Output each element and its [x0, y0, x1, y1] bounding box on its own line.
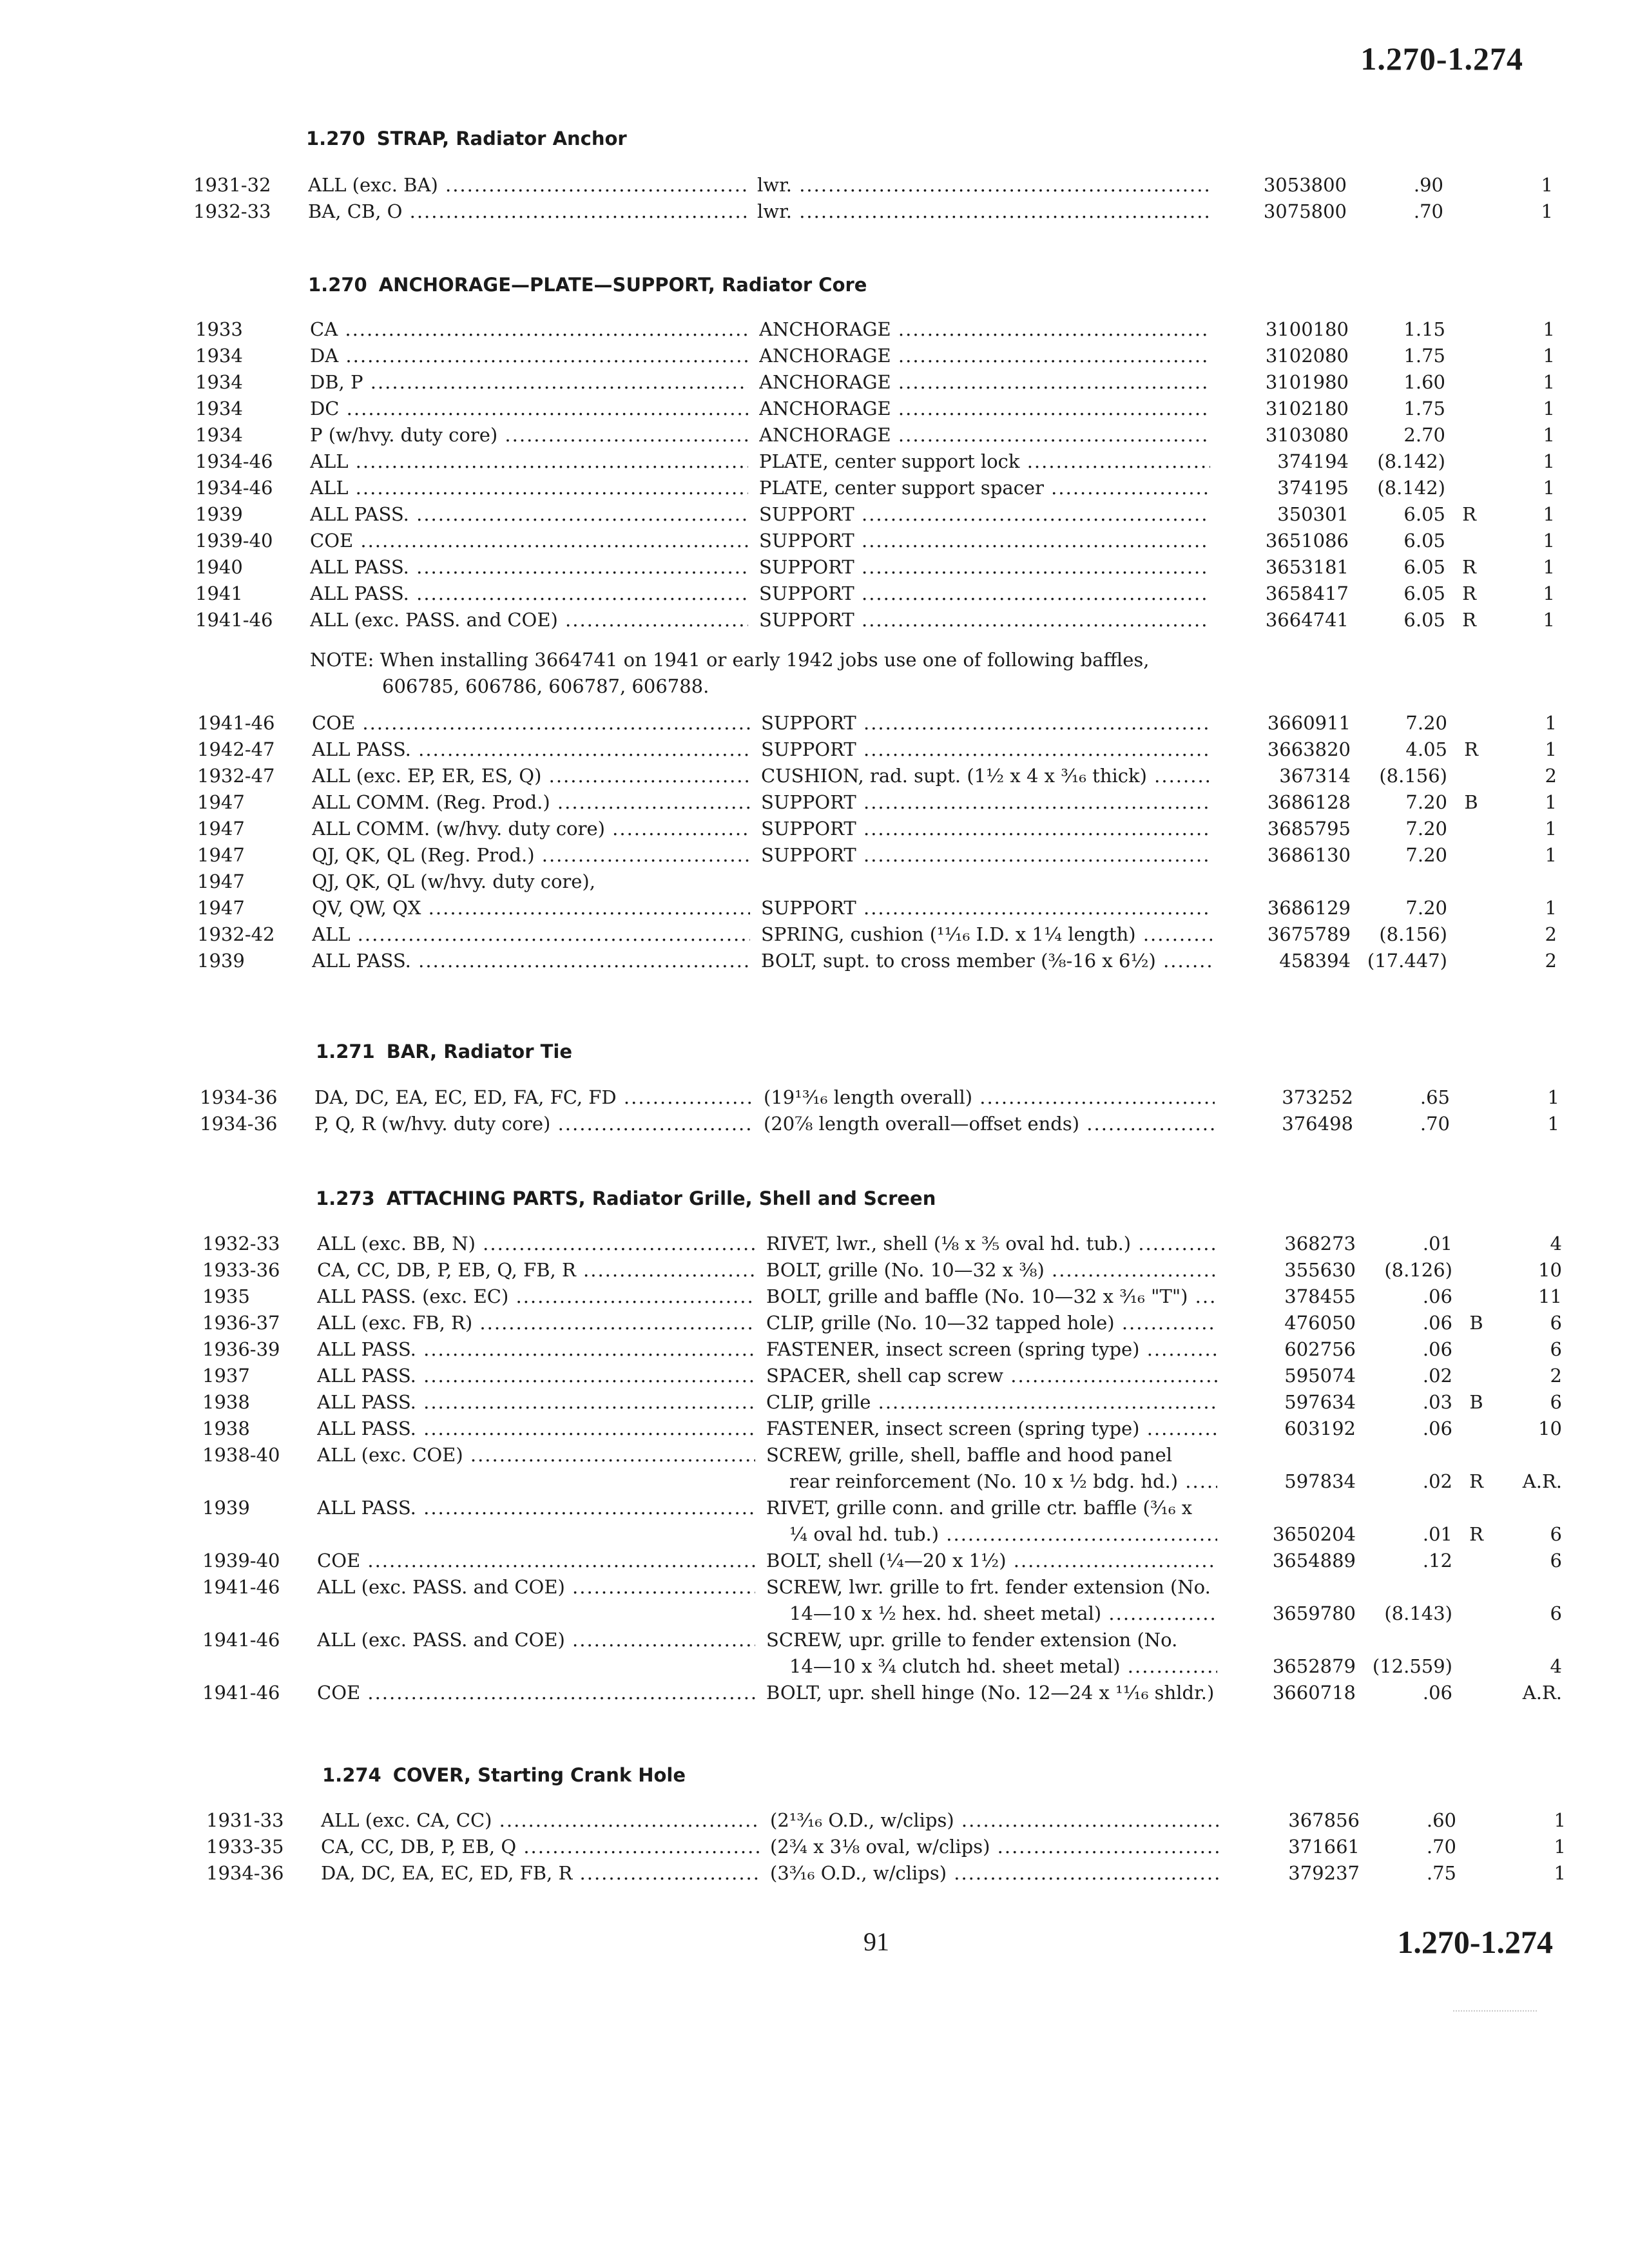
part-number-cell: 3075800	[1263, 200, 1347, 222]
section-title	[316, 1187, 936, 1209]
part-number-cell: 3650204	[1272, 1523, 1356, 1545]
section-heading: COVER, Starting Crank Hole	[392, 1764, 686, 1786]
year-cell: 1933-35	[206, 1836, 284, 1858]
price-cell: 7.20	[1405, 844, 1447, 866]
model-cell: P, Q, R (w/hvy. duty core) .....	[314, 1113, 753, 1135]
section-number: 1.270	[308, 274, 367, 296]
year-cell: 1938	[202, 1391, 250, 1413]
part-number-cell: 374194	[1277, 450, 1349, 472]
part-number-cell: 373252	[1282, 1086, 1353, 1108]
year-cell: 1939	[197, 950, 245, 972]
model-cell: P (w/hvy. duty core) .....	[310, 424, 748, 446]
year-cell: 1934	[195, 398, 243, 419]
model-cell: ALL .....	[310, 450, 748, 472]
year-cell: 1934-46	[195, 477, 273, 499]
part-number-cell: 597634	[1284, 1391, 1356, 1413]
year-cell: 1932-47	[197, 765, 275, 787]
model-cell: DA, DC, EA, EC, ED, FA, FC, FD .....	[314, 1086, 753, 1108]
description-continuation-cell: 14—10 x ¾ clutch hd. sheet metal) .....	[789, 1655, 1217, 1677]
year-cell: 1932-33	[202, 1233, 280, 1254]
part-number-cell: 3659780	[1272, 1602, 1356, 1624]
description-cell: SUPPORT .....	[761, 844, 1212, 866]
part-number-cell: 3101980	[1265, 371, 1349, 393]
model-cell: QJ, QK, QL (w/hvy. duty core),	[312, 870, 595, 892]
quantity-cell: 6	[1550, 1391, 1562, 1413]
section-heading: STRAP, Radiator Anchor	[376, 128, 627, 149]
section-number: 1.274	[322, 1764, 381, 1786]
price-cell: .02	[1422, 1365, 1452, 1387]
model-cell: CA, CC, DB, P, EB, Q, FB, R .....	[317, 1259, 755, 1281]
year-cell: 1933-36	[202, 1259, 280, 1281]
model-cell: ALL PASS. .....	[317, 1497, 755, 1519]
price-cell: 7.20	[1405, 791, 1447, 813]
year-cell: 1939	[202, 1497, 250, 1519]
part-number-cell: 355630	[1284, 1259, 1356, 1281]
price-cell: (17.447)	[1367, 950, 1447, 972]
price-cell: 7.20	[1405, 818, 1447, 840]
year-cell: 1934-46	[195, 450, 273, 472]
price-cell: 1.15	[1403, 318, 1445, 340]
description-cell: BOLT, shell (¼—20 x 1½) .....	[766, 1550, 1217, 1571]
model-cell: ALL PASS. .....	[312, 950, 750, 972]
page-footer-ref: 1.270-1.274	[1397, 1924, 1553, 1960]
part-number-cell: 368273	[1284, 1233, 1356, 1254]
price-cell: .02	[1422, 1470, 1452, 1492]
description-cell: FASTENER, insect screen (spring type) .....	[766, 1418, 1217, 1439]
year-cell: 1941-46	[197, 712, 275, 734]
quantity-cell: 1	[1545, 791, 1557, 813]
price-cell: 6.05	[1403, 609, 1445, 631]
description-continuation-cell: ¼ oval hd. tub.) .....	[789, 1523, 1217, 1545]
description-cell: (3³⁄₁₆ O.D., w/clips) .....	[770, 1862, 1221, 1884]
description-cell: (2¹³⁄₁₆ O.D., w/clips) .....	[770, 1809, 1221, 1831]
model-cell: DB, P .....	[310, 371, 748, 393]
year-cell: 1934	[195, 345, 243, 367]
model-cell: ALL PASS. (exc. EC) .....	[317, 1285, 755, 1307]
price-cell: .65	[1420, 1086, 1450, 1108]
model-cell: ALL (exc. CA, CC) .....	[321, 1809, 759, 1831]
year-cell: 1934-36	[200, 1113, 278, 1135]
part-number-cell: 3686130	[1267, 844, 1351, 866]
part-number-cell: 602756	[1284, 1338, 1356, 1360]
price-cell: .12	[1422, 1550, 1452, 1571]
year-cell: 1947	[197, 870, 245, 892]
description-cell: ANCHORAGE .....	[759, 345, 1210, 367]
quantity-cell: 6	[1550, 1523, 1562, 1545]
price-cell: 7.20	[1405, 712, 1447, 734]
price-cell: .06	[1422, 1682, 1452, 1704]
price-cell: (8.156)	[1379, 765, 1447, 787]
quantity-cell: 2	[1545, 923, 1557, 945]
model-cell: ALL PASS. .....	[310, 556, 748, 578]
flag-cell: B	[1469, 1391, 1483, 1413]
price-cell: .01	[1422, 1523, 1452, 1545]
price-cell: 6.05	[1403, 530, 1445, 552]
quantity-cell: 1	[1547, 1086, 1559, 1108]
quantity-cell: 1	[1543, 530, 1555, 552]
year-cell: 1936-39	[202, 1338, 280, 1360]
part-number-cell: 376498	[1282, 1113, 1353, 1135]
section-number: 1.271	[316, 1041, 375, 1062]
description-cell: SCREW, lwr. grille to frt. fender extension (No.	[766, 1576, 1211, 1598]
quantity-cell: 1	[1541, 174, 1553, 196]
price-cell: (12.559)	[1372, 1655, 1452, 1677]
quantity-cell: 6	[1550, 1312, 1562, 1334]
quantity-cell: 4	[1550, 1233, 1562, 1254]
year-cell: 1938	[202, 1418, 250, 1439]
description-cell: CLIP, grille .....	[766, 1391, 1217, 1413]
flag-cell: R	[1462, 556, 1476, 578]
price-cell: .70	[1420, 1113, 1450, 1135]
flag-cell: R	[1462, 503, 1476, 525]
quantity-cell: 1	[1554, 1809, 1566, 1831]
price-cell: 6.05	[1403, 556, 1445, 578]
price-cell: 7.20	[1405, 897, 1447, 919]
description-cell: CUSHION, rad. supt. (1½ x 4 x ³⁄₁₆ thick) .....	[761, 765, 1212, 787]
year-cell: 1941-46	[202, 1682, 280, 1704]
year-cell: 1941-46	[202, 1576, 280, 1598]
part-number-cell: 379237	[1288, 1862, 1360, 1884]
description-cell: lwr. .....	[757, 200, 1208, 222]
year-cell: 1938-40	[202, 1444, 280, 1466]
year-cell: 1936-37	[202, 1312, 280, 1334]
description-cell: BOLT, supt. to cross member (³⁄₈-16 x 6½) .....	[761, 950, 1212, 972]
model-cell: BA, CB, O .....	[308, 200, 746, 222]
flag-cell: R	[1462, 582, 1476, 604]
part-number-cell: 3660911	[1267, 712, 1351, 734]
price-cell: (8.143)	[1384, 1602, 1452, 1624]
part-number-cell: 3675789	[1267, 923, 1351, 945]
description-cell: SUPPORT .....	[759, 503, 1210, 525]
description-cell: ANCHORAGE .....	[759, 318, 1210, 340]
part-number-cell: 378455	[1284, 1285, 1356, 1307]
description-cell: (2¾ x 3⅛ oval, w/clips) .....	[770, 1836, 1221, 1858]
price-cell: (8.142)	[1377, 477, 1445, 499]
scan-mark	[1453, 2010, 1537, 2013]
model-cell: ALL .....	[312, 923, 750, 945]
model-cell: ALL (exc. COE) .....	[317, 1444, 755, 1466]
part-number-cell: 367314	[1279, 765, 1351, 787]
description-cell: PLATE, center support lock .....	[759, 450, 1210, 472]
model-cell: CA, CC, DB, P, EB, Q .....	[321, 1836, 759, 1858]
part-number-cell: 3654889	[1272, 1550, 1356, 1571]
price-cell: 6.05	[1403, 503, 1445, 525]
part-number-cell: 374195	[1277, 477, 1349, 499]
quantity-cell: 1	[1543, 371, 1555, 393]
quantity-cell: 1	[1543, 450, 1555, 472]
description-cell: SUPPORT .....	[761, 738, 1212, 760]
quantity-cell: 6	[1550, 1602, 1562, 1624]
year-cell: 1934-36	[200, 1086, 278, 1108]
quantity-cell: 1	[1545, 818, 1557, 840]
price-cell: .06	[1422, 1338, 1452, 1360]
description-cell: SUPPORT .....	[761, 897, 1212, 919]
price-cell: 1.75	[1403, 345, 1445, 367]
description-cell: ANCHORAGE .....	[759, 398, 1210, 419]
quantity-cell: 1	[1547, 1113, 1559, 1135]
year-cell: 1931-33	[206, 1809, 284, 1831]
part-number-cell: 3686129	[1267, 897, 1351, 919]
year-cell: 1932-33	[193, 200, 271, 222]
quantity-cell: 2	[1545, 950, 1557, 972]
part-number-cell: 476050	[1284, 1312, 1356, 1334]
flag-cell: R	[1464, 738, 1478, 760]
part-number-cell: 3660718	[1272, 1682, 1356, 1704]
model-cell: DA, DC, EA, EC, ED, FB, R .....	[321, 1862, 759, 1884]
section-title	[316, 1041, 572, 1062]
description-cell: lwr. .....	[757, 174, 1208, 196]
part-number-cell: 3653181	[1265, 556, 1349, 578]
price-cell: .90	[1413, 174, 1443, 196]
year-cell: 1941-46	[195, 609, 273, 631]
description-cell: SUPPORT .....	[761, 791, 1212, 813]
note-text-continued: 606785, 606786, 606787, 606788.	[382, 675, 709, 697]
quantity-cell: 2	[1545, 765, 1557, 787]
year-cell: 1932-42	[197, 923, 275, 945]
description-cell: SUPPORT .....	[761, 712, 1212, 734]
quantity-cell: 6	[1550, 1550, 1562, 1571]
section-heading: BAR, Radiator Tie	[386, 1041, 573, 1062]
price-cell: .03	[1422, 1391, 1452, 1413]
description-cell: BOLT, grille (No. 10—32 x ⅜) .....	[766, 1259, 1217, 1281]
description-cell: SUPPORT .....	[759, 609, 1210, 631]
year-cell: 1947	[197, 897, 245, 919]
year-cell: 1941-46	[202, 1629, 280, 1651]
quantity-cell: 1	[1545, 844, 1557, 866]
part-number-cell: 3103080	[1265, 424, 1349, 446]
description-cell: (20⅞ length overall—offset ends) .....	[764, 1113, 1215, 1135]
year-cell: 1947	[197, 818, 245, 840]
part-number-cell: 603192	[1284, 1418, 1356, 1439]
model-cell: ALL COMM. (Reg. Prod.) .....	[312, 791, 750, 813]
quantity-cell: 1	[1545, 712, 1557, 734]
quantity-cell: 1	[1543, 582, 1555, 604]
year-cell: 1933	[195, 318, 243, 340]
quantity-cell: 1	[1545, 897, 1557, 919]
price-cell: .70	[1413, 200, 1443, 222]
price-cell: 1.75	[1403, 398, 1445, 419]
model-cell: DC .....	[310, 398, 748, 419]
description-cell: SUPPORT .....	[759, 530, 1210, 552]
model-cell: ALL (exc. FB, R) .....	[317, 1312, 755, 1334]
model-cell: ALL (exc. PASS. and COE) .....	[317, 1576, 755, 1598]
quantity-cell: 1	[1543, 318, 1555, 340]
model-cell: ALL (exc. PASS. and COE) .....	[310, 609, 748, 631]
part-number-cell: 458394	[1279, 950, 1351, 972]
part-number-cell: 595074	[1284, 1365, 1356, 1387]
section-title	[308, 274, 867, 296]
quantity-cell: A.R.	[1522, 1682, 1562, 1704]
year-cell: 1934-36	[206, 1862, 284, 1884]
year-cell: 1947	[197, 791, 245, 813]
price-cell: 6.05	[1403, 582, 1445, 604]
note-text: NOTE: When installing 3664741 on 1941 or early 1942 jobs use one of following baffles,	[310, 649, 1150, 671]
price-cell: (8.126)	[1384, 1259, 1452, 1281]
quantity-cell: 1	[1543, 477, 1555, 499]
description-cell: (19¹³⁄₁₆ length overall) .....	[764, 1086, 1215, 1108]
price-cell: 4.05	[1405, 738, 1447, 760]
model-cell: QJ, QK, QL (Reg. Prod.) .....	[312, 844, 750, 866]
model-cell: ALL PASS. .....	[317, 1338, 755, 1360]
section-heading: ANCHORAGE—PLATE—SUPPORT, Radiator Core	[378, 274, 867, 296]
description-cell: RIVET, grille conn. and grille ctr. baffle (³⁄₁₆ x	[766, 1497, 1193, 1519]
model-cell: COE .....	[310, 530, 748, 552]
section-number: 1.270	[306, 128, 365, 149]
part-number-cell: 371661	[1288, 1836, 1360, 1858]
description-cell: SUPPORT .....	[759, 556, 1210, 578]
section-number: 1.273	[316, 1187, 375, 1209]
model-cell: COE .....	[317, 1550, 755, 1571]
year-cell: 1935	[202, 1285, 250, 1307]
part-number-cell: 3651086	[1265, 530, 1349, 552]
quantity-cell: 1	[1543, 398, 1555, 419]
quantity-cell: 4	[1550, 1655, 1562, 1677]
model-cell: ALL PASS. .....	[317, 1365, 755, 1387]
year-cell: 1931-32	[193, 174, 271, 196]
flag-cell: B	[1464, 791, 1478, 813]
quantity-cell: 1	[1554, 1862, 1566, 1884]
part-number-cell: 3053800	[1263, 174, 1347, 196]
part-number-cell: 350301	[1277, 503, 1349, 525]
part-number-cell: 3686128	[1267, 791, 1351, 813]
model-cell: ALL PASS. .....	[317, 1391, 755, 1413]
model-cell: ALL (exc. BB, N) .....	[317, 1233, 755, 1254]
year-cell: 1941	[195, 582, 243, 604]
quantity-cell: 1	[1543, 345, 1555, 367]
model-cell: ALL (exc. PASS. and COE) .....	[317, 1629, 755, 1651]
quantity-cell: 10	[1538, 1259, 1562, 1281]
year-cell: 1934	[195, 424, 243, 446]
model-cell: ALL COMM. (w/hvy. duty core) .....	[312, 818, 750, 840]
quantity-cell: 1	[1543, 503, 1555, 525]
model-cell: CA .....	[310, 318, 748, 340]
year-cell: 1947	[197, 844, 245, 866]
price-cell: .06	[1422, 1418, 1452, 1439]
description-cell: BOLT, upr. shell hinge (No. 12—24 x ¹¹⁄₁₆ shldr.) .....	[766, 1682, 1217, 1704]
description-cell: SCREW, grille, shell, baffle and hood panel	[766, 1444, 1172, 1466]
description-cell: SPRING, cushion (¹¹⁄₁₆ I.D. x 1¼ length) .....	[761, 923, 1212, 945]
price-cell: (8.142)	[1377, 450, 1445, 472]
model-cell: COE .....	[317, 1682, 755, 1704]
part-number-cell: 597834	[1284, 1470, 1356, 1492]
year-cell: 1939-40	[202, 1550, 280, 1571]
description-cell: BOLT, grille and baffle (No. 10—32 x ³⁄₁₆ "T") .....	[766, 1285, 1217, 1307]
part-number-cell: 367856	[1288, 1809, 1360, 1831]
description-cell: SUPPORT .....	[761, 818, 1212, 840]
price-cell: .60	[1426, 1809, 1456, 1831]
year-cell: 1942-47	[197, 738, 275, 760]
flag-cell: R	[1469, 1523, 1483, 1545]
quantity-cell: 1	[1554, 1836, 1566, 1858]
description-cell: FASTENER, insect screen (spring type) .....	[766, 1338, 1217, 1360]
model-cell: ALL .....	[310, 477, 748, 499]
quantity-cell: 1	[1545, 738, 1557, 760]
model-cell: ALL PASS. .....	[310, 503, 748, 525]
description-cell: SPACER, shell cap screw .....	[766, 1365, 1217, 1387]
page-number: 91	[863, 1927, 889, 1956]
model-cell: ALL PASS. .....	[312, 738, 750, 760]
price-cell: (8.156)	[1379, 923, 1447, 945]
page-header-ref: 1.270-1.274	[1360, 41, 1523, 77]
model-cell: ALL PASS. .....	[310, 582, 748, 604]
quantity-cell: 11	[1538, 1285, 1562, 1307]
section-title	[322, 1764, 686, 1786]
year-cell: 1939	[195, 503, 243, 525]
quantity-cell: 2	[1550, 1365, 1562, 1387]
quantity-cell: 1	[1541, 200, 1553, 222]
part-number-cell: 3685795	[1267, 818, 1351, 840]
part-number-cell: 3664741	[1265, 609, 1349, 631]
model-cell: QV, QW, QX .....	[312, 897, 750, 919]
part-number-cell: 3658417	[1265, 582, 1349, 604]
part-number-cell: 3102080	[1265, 345, 1349, 367]
year-cell: 1934	[195, 371, 243, 393]
model-cell: ALL PASS. .....	[317, 1418, 755, 1439]
description-cell: RIVET, lwr., shell (⅛ x ³⁄₅ oval hd. tub.) .....	[766, 1233, 1217, 1254]
description-continuation-cell: 14—10 x ½ hex. hd. sheet metal) .....	[789, 1602, 1217, 1624]
year-cell: 1939-40	[195, 530, 273, 552]
description-cell: SCREW, upr. grille to fender extension (No.	[766, 1629, 1178, 1651]
quantity-cell: 10	[1538, 1418, 1562, 1439]
flag-cell: B	[1469, 1312, 1483, 1334]
year-cell: 1940	[195, 556, 243, 578]
quantity-cell: A.R.	[1522, 1470, 1562, 1492]
model-cell: ALL (exc. BA) .....	[308, 174, 746, 196]
price-cell: .01	[1422, 1233, 1452, 1254]
description-continuation-cell: rear reinforcement (No. 10 x ½ bdg. hd.) .....	[789, 1470, 1217, 1492]
price-cell: 1.60	[1403, 371, 1445, 393]
quantity-cell: 1	[1543, 556, 1555, 578]
price-cell: .06	[1422, 1312, 1452, 1334]
year-cell: 1937	[202, 1365, 250, 1387]
model-cell: COE .....	[312, 712, 750, 734]
price-cell: 2.70	[1403, 424, 1445, 446]
quantity-cell: 1	[1543, 609, 1555, 631]
part-number-cell: 3100180	[1265, 318, 1349, 340]
description-cell: ANCHORAGE .....	[759, 424, 1210, 446]
flag-cell: R	[1462, 609, 1476, 631]
price-cell: .75	[1426, 1862, 1456, 1884]
description-cell: CLIP, grille (No. 10—32 tapped hole) .....	[766, 1312, 1217, 1334]
part-number-cell: 3663820	[1267, 738, 1351, 760]
description-cell: ANCHORAGE .....	[759, 371, 1210, 393]
description-cell: SUPPORT .....	[759, 582, 1210, 604]
quantity-cell: 1	[1543, 424, 1555, 446]
price-cell: .06	[1422, 1285, 1452, 1307]
part-number-cell: 3652879	[1272, 1655, 1356, 1677]
model-cell: DA .....	[310, 345, 748, 367]
model-cell: ALL (exc. EP, ER, ES, Q) .....	[312, 765, 750, 787]
part-number-cell: 3102180	[1265, 398, 1349, 419]
section-title	[306, 128, 627, 149]
quantity-cell: 6	[1550, 1338, 1562, 1360]
description-cell: PLATE, center support spacer .....	[759, 477, 1210, 499]
price-cell: .70	[1426, 1836, 1456, 1858]
flag-cell: R	[1469, 1470, 1483, 1492]
section-heading: ATTACHING PARTS, Radiator Grille, Shell and Screen	[386, 1187, 936, 1209]
